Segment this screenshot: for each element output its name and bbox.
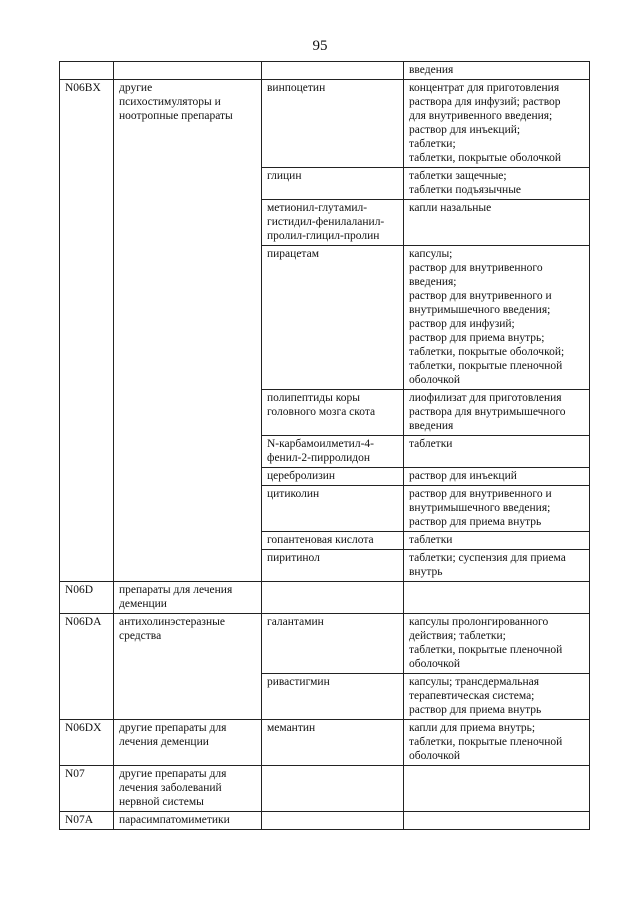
drug-name-cell: метионил-глутамил- гистидил-фенилаланил- пролил-глицил-пролин [262,200,404,246]
drug-name-cell: N-карбамоилметил-4- фенил-2-пирролидон [262,436,404,468]
atc-code-cell [60,62,114,80]
atc-code-cell: N06D [60,582,114,614]
table-row [60,812,590,830]
drug-name-cell: пиритинол [262,550,404,582]
drug-name-cell: мемантин [262,720,404,766]
dosage-form-cell: раствор для внутривенного и внутримышечного введения; раствор для приема внутрь [404,486,590,532]
atc-code-cell: N06BX [60,80,114,582]
drug-name-cell: полипептиды коры головного мозга скота [262,390,404,436]
dosage-form-cell [404,582,590,614]
anatomical-therapeutic-group-cell: другие психостимуляторы и ноотропные препараты [114,80,262,582]
drug-name-cell: ривастигмин [262,674,404,720]
anatomical-therapeutic-group-cell: препараты для лечения деменции [114,582,262,614]
dosage-form-cell: капсулы; раствор для внутривенного введения; раствор для внутривенного и внутримышечного введения; раствор для инфузий; раствор для приема внутрь; таблетки, покрытые оболочкой; таблетки, покрытые пленочной оболочкой [404,246,590,390]
dosage-form-cell: капсулы пролонгированного действия; таблетки; таблетки, покрытые пленочной оболочкой [404,614,590,674]
drug-name-cell: церебролизин [262,468,404,486]
drug-table-body [60,62,590,830]
atc-code-cell: N06DA [60,614,114,720]
drug-name-cell: глицин [262,168,404,200]
anatomical-therapeutic-group-cell [114,62,262,80]
dosage-form-cell [404,812,590,830]
anatomical-therapeutic-group-cell: антихолинэстеразные средства [114,614,262,720]
drug-name-cell [262,766,404,812]
dosage-form-cell: таблетки [404,436,590,468]
drug-name-cell: цитиколин [262,486,404,532]
drug-name-cell [262,812,404,830]
drug-name-cell: пирацетам [262,246,404,390]
dosage-form-cell: капли для приема внутрь; таблетки, покрытые пленочной оболочкой [404,720,590,766]
dosage-form-cell [404,766,590,812]
anatomical-therapeutic-group-cell: парасимпатомиметики [114,812,262,830]
dosage-form-cell: таблетки защечные; таблетки подъязычные [404,168,590,200]
atc-code-cell: N07 [60,766,114,812]
table-row [60,62,590,80]
drug-name-cell [262,62,404,80]
drug-name-cell: гопантеновая кислота [262,532,404,550]
drug-name-cell: винпоцетин [262,80,404,168]
atc-code-cell: N07A [60,812,114,830]
table-row [60,80,590,168]
drug-table [59,61,590,830]
table-row [60,720,590,766]
dosage-form-cell: капли назальные [404,200,590,246]
table-row [60,582,590,614]
dosage-form-cell: таблетки; суспензия для приема внутрь [404,550,590,582]
dosage-form-cell: концентрат для приготовления раствора для инфузий; раствор для внутривенного введения; раствор для инъекций; таблетки; таблетки, покрытые оболочкой [404,80,590,168]
dosage-form-cell: введения [404,62,590,80]
table-row [60,614,590,674]
table-row [60,766,590,812]
dosage-form-cell: капсулы; трансдермальная терапевтическая система; раствор для приема внутрь [404,674,590,720]
dosage-form-cell: лиофилизат для приготовления раствора для внутримышечного введения [404,390,590,436]
dosage-form-cell: раствор для инъекций [404,468,590,486]
drug-name-cell: галантамин [262,614,404,674]
page-number: 95 [312,38,328,54]
anatomical-therapeutic-group-cell: другие препараты для лечения заболеваний нервной системы [114,766,262,812]
atc-code-cell: N06DX [60,720,114,766]
dosage-form-cell: таблетки [404,532,590,550]
drug-name-cell [262,582,404,614]
anatomical-therapeutic-group-cell: другие препараты для лечения деменции [114,720,262,766]
